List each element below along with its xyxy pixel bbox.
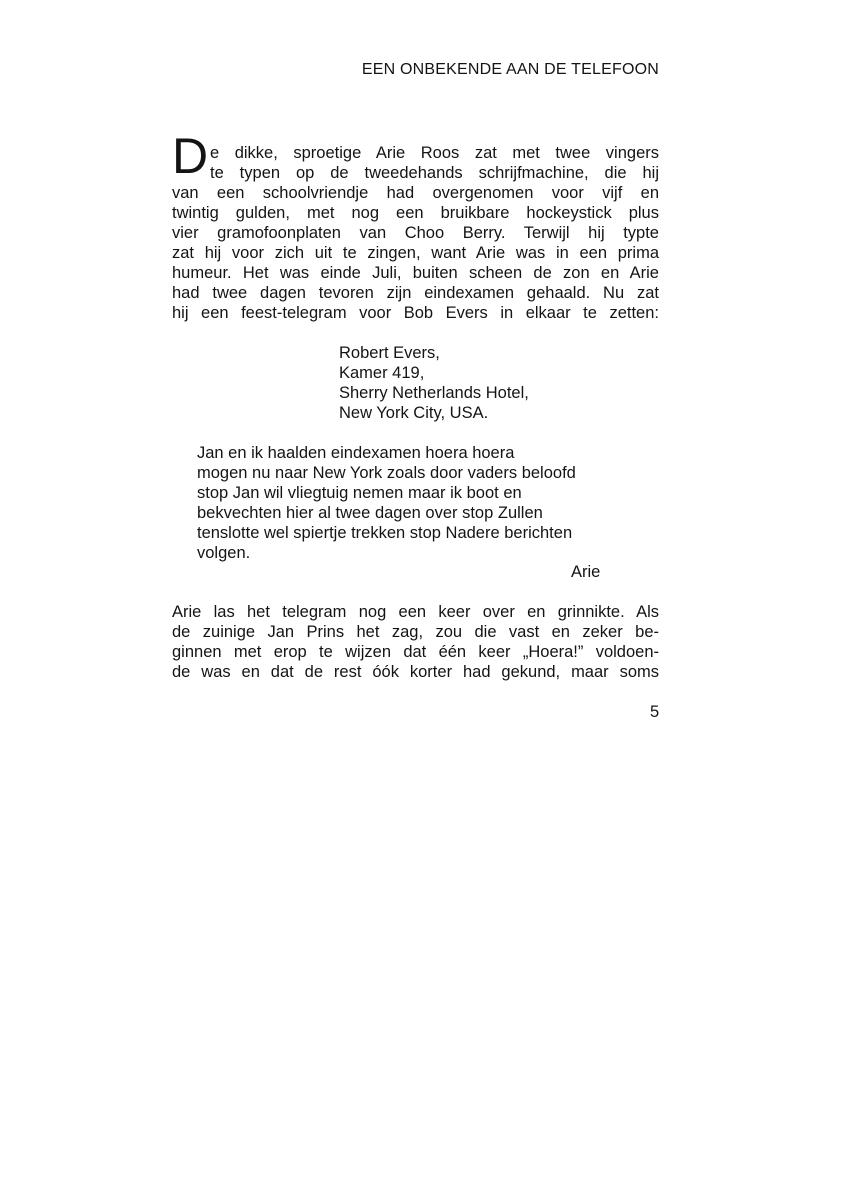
telegram-line: mogen nu naar New York zoals door vaders beloofd	[197, 464, 576, 482]
telegram-line: Jan en ik haalden eindexamen hoera hoera	[197, 444, 515, 462]
address-line: New York City, USA.	[339, 404, 489, 422]
paragraph-1-line: humeur. Het was einde Juli, buiten scheen de zon en Arie	[172, 264, 659, 282]
paragraph-1-line: e dikke, sproetige Arie Roos zat met twee vingers	[210, 144, 659, 162]
address-line: Sherry Netherlands Hotel,	[339, 384, 529, 402]
paragraph-1-line: te typen op de tweedehands schrijfmachine, die hij	[210, 164, 659, 182]
telegram-line: stop Jan wil vliegtuig nemen maar ik boot en	[197, 484, 522, 502]
paragraph-2-line: de zuinige Jan Prins het zag, zou die vast en zeker be-	[172, 623, 659, 641]
telegram-line: tenslotte wel spiertje trekken stop Nadere berichten	[197, 524, 573, 542]
paragraph-1-line: van een schoolvriendje had overgenomen voor vijf en	[172, 184, 659, 202]
paragraph-2-line: Arie las het telegram nog een keer over en grinnikte. Als	[172, 603, 659, 621]
paragraph-1-line: zat hij voor zich uit te zingen, want Arie was in een prima	[172, 244, 659, 262]
running-header: EEN ONBEKENDE AAN DE TELEFOON	[361, 61, 659, 78]
telegram-signature: Arie	[571, 563, 601, 581]
paragraph-1-line: had twee dagen tevoren zijn eindexamen gehaald. Nu zat	[172, 284, 659, 302]
address-line: Robert Evers,	[339, 344, 440, 362]
drop-cap: D	[172, 128, 209, 184]
address-line: Kamer 419,	[339, 364, 425, 382]
paragraph-2-line: ginnen met erop te wijzen dat één keer „Hoera!” voldoen-	[172, 643, 659, 661]
page-number: 5	[650, 703, 660, 721]
paragraph-1-line: hij een feest-telegram voor Bob Evers in elkaar te zetten:	[172, 304, 659, 322]
paragraph-2-line: de was en dat de rest óók korter had gekund, maar soms	[172, 663, 659, 681]
paragraph-1-line: vier gramofoonplaten van Choo Berry. Terwijl hij typte	[172, 224, 659, 242]
paragraph-1-line: twintig gulden, met nog een bruikbare hockeystick plus	[172, 204, 659, 222]
telegram-line: bekvechten hier al twee dagen over stop Zullen	[197, 504, 543, 522]
telegram-line: volgen.	[197, 544, 251, 562]
